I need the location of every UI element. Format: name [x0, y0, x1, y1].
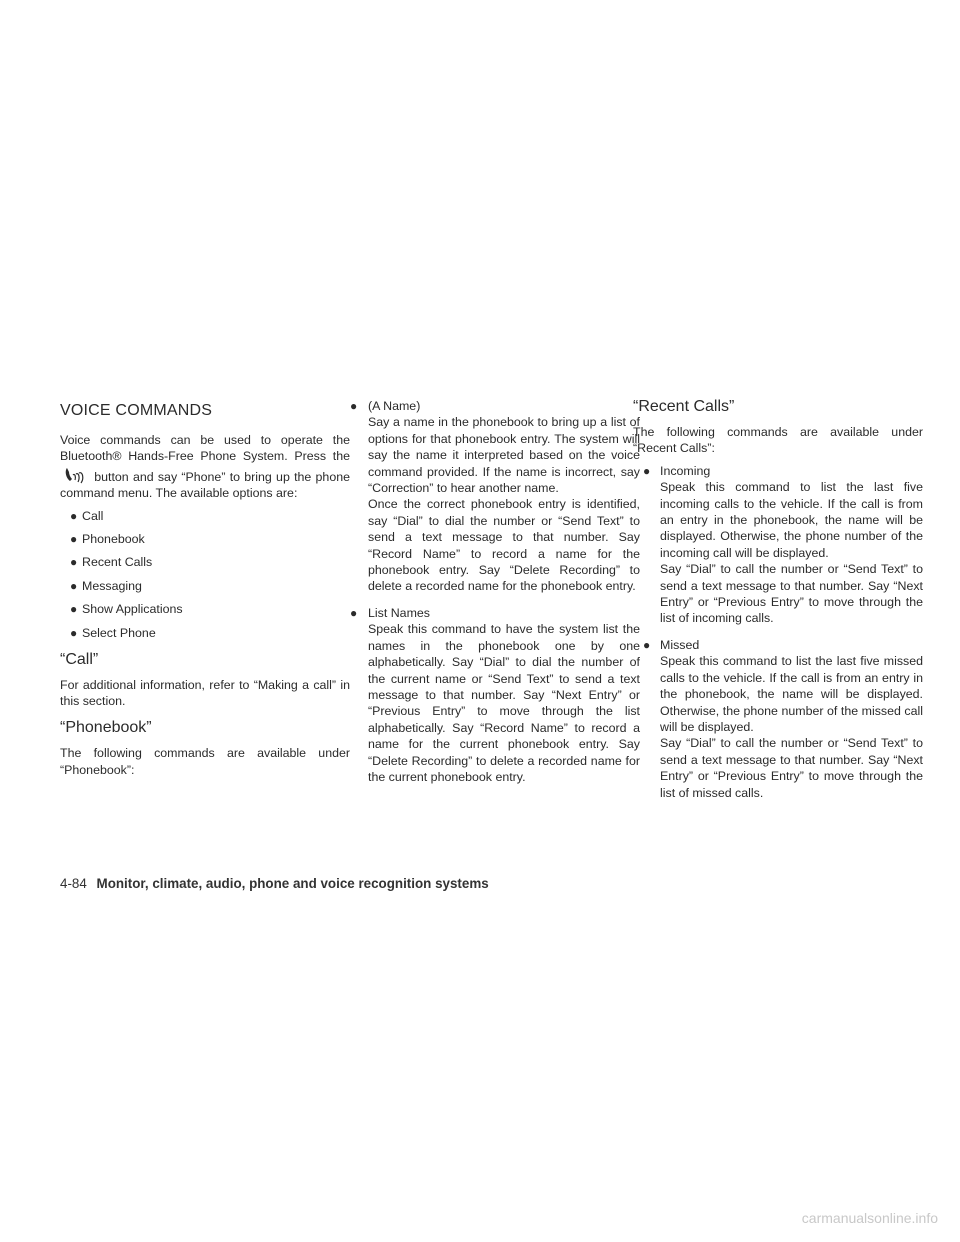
bullet-icon: ●: [70, 625, 78, 640]
watermark: carmanualsonline.info: [801, 1210, 938, 1226]
bullet-icon: ●: [643, 463, 651, 478]
list-item: ● Phonebook: [70, 532, 145, 547]
recent-calls-intro: The following commands are available under “Recent Calls”:: [633, 425, 923, 456]
intro-text-a: Voice commands can be used to operate the Bluetooth® Hands-Free Phone System. Press the: [60, 433, 350, 464]
section-heading-voice-commands: VOICE COMMANDS: [60, 402, 213, 419]
list-item: ● Select Phone: [70, 625, 156, 640]
chapter-title: Monitor, climate, audio, phone and voice recognition systems: [96, 876, 489, 891]
bullet-icon: ●: [350, 399, 358, 413]
intro-text-b: button and say “Phone” to bring up the phone command menu. The available options are:: [60, 469, 350, 501]
page-footer: [60, 876, 489, 891]
command-paragraph: Speak this command to list the last five incoming calls to the vehicle. If the call is from an entry in the phonebook, the name will be displayed. Otherwise, the phone number of the incoming call will be displayed.: [660, 480, 923, 560]
list-item: ● Messaging: [70, 578, 142, 593]
options-list: [60, 508, 350, 641]
command-paragraph: Say a name in the phonebook to bring up a list of options for that phonebook entry. The system will say the name it interpreted based on the voice command provided. If the name is incorrect, say “Correction” to hear another name.: [368, 415, 640, 496]
command-paragraph: Speak this command to list the last five missed calls to the vehicle. If the call is from an entry in the phonebook, the name will be displayed. Otherwise, the phone number of the missed call will be displayed.: [660, 654, 923, 734]
command-paragraph: Speak this command to have the system list the names in the phonebook one by one alphabetically. Say “Dial” to dial the number of the current name or “Send Text” to send a text message to that number. Say “Next Entry” or “Previous Entry” to move through the list alphabetically. Say “Record Name” to record a name for the current phonebook entry. Say “Delete Recording” to delete a recorded name for the current phonebook entry.: [368, 622, 640, 784]
command-title: Missed: [660, 637, 700, 652]
command-title: Incoming: [660, 463, 711, 478]
bullet-icon: ●: [643, 637, 651, 652]
list-item: ● Call: [70, 508, 104, 523]
column-3: [633, 398, 923, 811]
column-2: [350, 398, 640, 795]
command-paragraph: Say “Dial” to call the number or “Send Text” to send a text message to that number. Say “Next Entry” or “Previous Entry” to move through the list of incoming calls.: [660, 562, 923, 626]
command-item-incoming: [633, 463, 923, 627]
intro-paragraph: [60, 432, 350, 502]
command-item-missed: [633, 637, 923, 801]
bullet-icon: ●: [70, 578, 78, 593]
subheading-call: “Call”: [60, 650, 99, 668]
command-paragraph: Say “Dial” to call the number or “Send Text” to send a text message to that number. Say “Next Entry” or “Previous Entry” to move through the list of missed calls.: [660, 736, 923, 800]
bullet-icon: ●: [350, 605, 358, 620]
subheading-phonebook: “Phonebook”: [60, 719, 152, 737]
list-item: ● Recent Calls: [70, 555, 153, 570]
phonebook-paragraph: The following commands are available under “Phonebook”:: [60, 746, 350, 777]
list-item: ● Show Applications: [70, 602, 183, 617]
bullet-icon: ●: [70, 602, 78, 617]
phone-talk-icon: [62, 465, 88, 485]
command-title: (A Name): [368, 399, 421, 413]
command-item-a-name: [350, 398, 640, 595]
bullet-icon: ●: [70, 508, 78, 523]
column-1: [60, 398, 350, 784]
call-paragraph: For additional information, refer to “Making a call” in this section.: [60, 677, 350, 708]
command-paragraph: Once the correct phonebook entry is identified, say “Dial” to dial the number or “Send Text” to send a text message to that number. Say “Record Name” to record a name for the phonebook entry. Say “Delete Recording” to delete a recorded name for the phonebook entry.: [368, 497, 640, 594]
bullet-icon: ●: [70, 532, 78, 547]
command-item-list-names: [350, 605, 640, 785]
command-title: List Names: [368, 605, 430, 620]
page-number: 4-84: [60, 876, 87, 891]
bullet-icon: ●: [70, 555, 78, 570]
subheading-recent-calls: “Recent Calls”: [633, 398, 735, 415]
